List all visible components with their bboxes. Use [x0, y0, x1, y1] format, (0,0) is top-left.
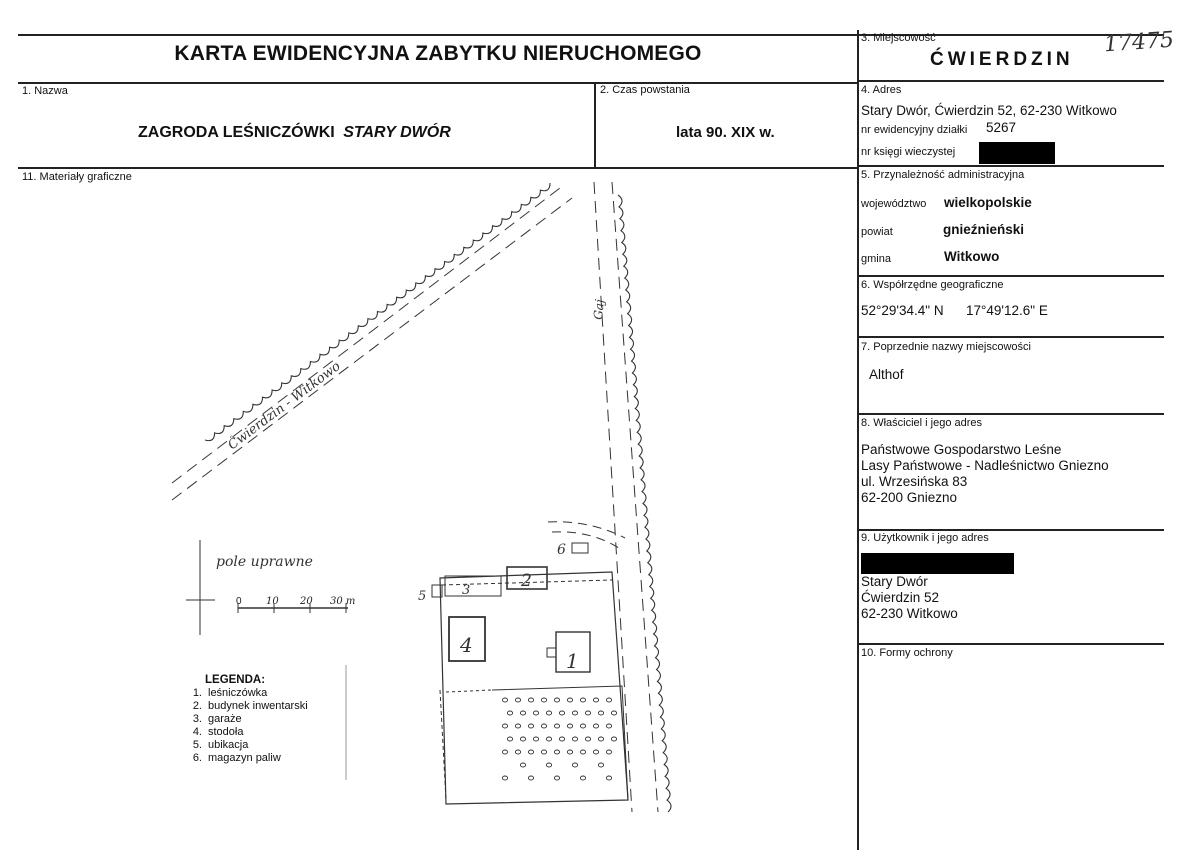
orchard-tree [502, 750, 507, 754]
building-5-number: 5 [418, 589, 427, 604]
building-4-number: 4 [460, 633, 473, 657]
orchard-tree [554, 776, 559, 780]
graphics-label: 11. Materiały graficzne [22, 171, 132, 183]
orchard-tree [541, 724, 546, 728]
orchard-boundary [492, 686, 628, 800]
orchard-tree [515, 750, 520, 754]
owner-line-4: 62-200 Gniezno [861, 490, 958, 505]
name-value-italic: STARY DWÓR [343, 124, 451, 141]
orchard-tree [593, 724, 598, 728]
scale-20: 20 [300, 596, 313, 607]
orchard-tree [611, 711, 616, 715]
land-book-label: nr księgi wieczystej [861, 146, 956, 158]
orchard-tree [520, 737, 525, 741]
plot-number-label: nr ewidencyjny działki [861, 124, 968, 136]
legend-title: LEGENDA: [205, 674, 266, 686]
scale-0: 0 [236, 596, 242, 607]
owner-line-2: Lasy Państwowe - Nadleśnictwo Gniezno [861, 458, 1109, 473]
orchard-tree [554, 750, 559, 754]
orchard-tree [502, 724, 507, 728]
orchard-tree [593, 698, 598, 702]
orchard-tree [567, 698, 572, 702]
building-3-number: 3 [462, 583, 471, 598]
orchard-tree [515, 698, 520, 702]
orchard-tree [507, 711, 512, 715]
name-value-main: ZAGRODA LEŚNICZÓWKI [138, 124, 335, 141]
legend-item: 5. ubikacja [192, 739, 249, 751]
orchard-tree [541, 698, 546, 702]
owner-label: 8. Właściciel i jego adres [861, 417, 983, 429]
orchard-tree [567, 750, 572, 754]
commune-label: gmina [861, 253, 891, 265]
legend-item: 4. stodoła [192, 726, 244, 738]
orchard-tree [580, 724, 585, 728]
scale-30: 30 m [330, 596, 356, 607]
orchard-tree [559, 737, 564, 741]
orchard-tree [528, 776, 533, 780]
card-title: KARTA EWIDENCYJNA ZABYTKU NIERUCHOMEGO [174, 42, 702, 65]
orchard-tree [502, 776, 507, 780]
orchard-tree [580, 776, 585, 780]
building-1-porch [547, 648, 556, 657]
orchard-trees [502, 698, 616, 780]
address-label: 4. Adres [861, 84, 902, 96]
garden-line [446, 690, 492, 692]
handwritten-number: 17475 [1103, 27, 1175, 58]
orchard-tree [515, 724, 520, 728]
previous-names-label: 7. Poprzednie nazwy miejscowości [861, 341, 1031, 353]
address-value: Stary Dwór, Ćwierdzin 52, 62-230 Witkowo [861, 103, 1117, 118]
protection-label: 10. Formy ochrony [861, 647, 953, 659]
owner-line-1: Państwowe Gospodarstwo Leśne [861, 442, 1062, 457]
building-6-fuel-store [572, 543, 588, 553]
coordinates-label: 6. Współrzędne geograficzne [861, 279, 1004, 291]
commune-value: Witkowo [944, 249, 1000, 264]
owner-line-3: ul. Wrzesińska 83 [861, 474, 968, 489]
orchard-tree [546, 711, 551, 715]
orchard-tree [580, 750, 585, 754]
county-value: gnieźnieński [943, 222, 1025, 237]
orchard-tree [546, 737, 551, 741]
junction-arc-1 [548, 522, 625, 538]
creation-time-label: 2. Czas powstania [600, 84, 690, 96]
orchard-tree [572, 763, 577, 767]
orchard-tree [606, 724, 611, 728]
longitude-value: 17°49'12.6" E [966, 303, 1048, 318]
orchard-tree [606, 698, 611, 702]
orchard-tree [572, 711, 577, 715]
scale-10: 10 [266, 596, 279, 607]
user-line-1: Stary Dwór [861, 574, 928, 589]
orchard-tree [533, 737, 538, 741]
orchard-tree [528, 698, 533, 702]
orchard-tree [520, 763, 525, 767]
orchard-tree [598, 737, 603, 741]
road-line-2 [172, 198, 572, 500]
county-label: powiat [861, 226, 893, 238]
orchard-tree [598, 763, 603, 767]
road-edge-scallop [205, 183, 550, 441]
orchard-tree [528, 750, 533, 754]
road-label: Ćwierdzin - Witkowo [225, 358, 344, 454]
locality-label: 3. Miejscowość [861, 32, 936, 44]
orchard-tree [528, 724, 533, 728]
orchard-tree [520, 711, 525, 715]
orchard-tree [554, 724, 559, 728]
latitude-value: 52°29'34.4" N [861, 303, 944, 318]
legend-item: 2. budynek inwentarski [192, 700, 308, 712]
orchard-tree [507, 737, 512, 741]
orchard-tree [598, 711, 603, 715]
road2-label: Gaj [591, 298, 607, 321]
building-2-number: 2 [521, 571, 532, 591]
locality-value: ĆWIERDZIN [930, 49, 1074, 70]
orchard-tree [554, 698, 559, 702]
orchard-tree [593, 750, 598, 754]
orchard-tree [580, 698, 585, 702]
creation-time-value: lata 90. XIX w. [676, 124, 775, 141]
orchard-tree [559, 711, 564, 715]
user-line-3: 62-230 Witkowo [861, 606, 958, 621]
orchard-tree [606, 776, 611, 780]
orchard-tree [611, 737, 616, 741]
orchard-tree [546, 763, 551, 767]
voivodeship-value: wielkopolskie [944, 195, 1032, 210]
legend-item: 6. magazyn paliw [192, 752, 281, 764]
legend-item: 1. leśniczówka [192, 687, 268, 699]
user-label: 9. Użytkownik i jego adres [861, 532, 989, 544]
legend-item: 3. garaże [192, 713, 242, 725]
name-label: 1. Nazwa [22, 85, 68, 97]
field-label: pole uprawne [216, 554, 313, 570]
voivodeship-label: województwo [861, 198, 927, 210]
building-6-number: 6 [557, 542, 566, 558]
vertical-road-line-2 [612, 182, 658, 812]
property-boundary [440, 572, 628, 804]
orchard-tree [502, 698, 507, 702]
previous-names-value: Althof [869, 367, 904, 382]
plot-number-value: 5267 [986, 120, 1017, 135]
building-1-number: 1 [566, 649, 579, 673]
orchard-tree [585, 737, 590, 741]
admin-label: 5. Przynależność administracyjna [861, 169, 1025, 181]
orchard-tree [585, 711, 590, 715]
orchard-tree [541, 750, 546, 754]
orchard-tree [606, 750, 611, 754]
orchard-tree [533, 711, 538, 715]
orchard-tree [567, 724, 572, 728]
building-3-garages [445, 576, 501, 596]
orchard-tree [572, 737, 577, 741]
user-line-2: Ćwierdzin 52 [861, 590, 940, 605]
